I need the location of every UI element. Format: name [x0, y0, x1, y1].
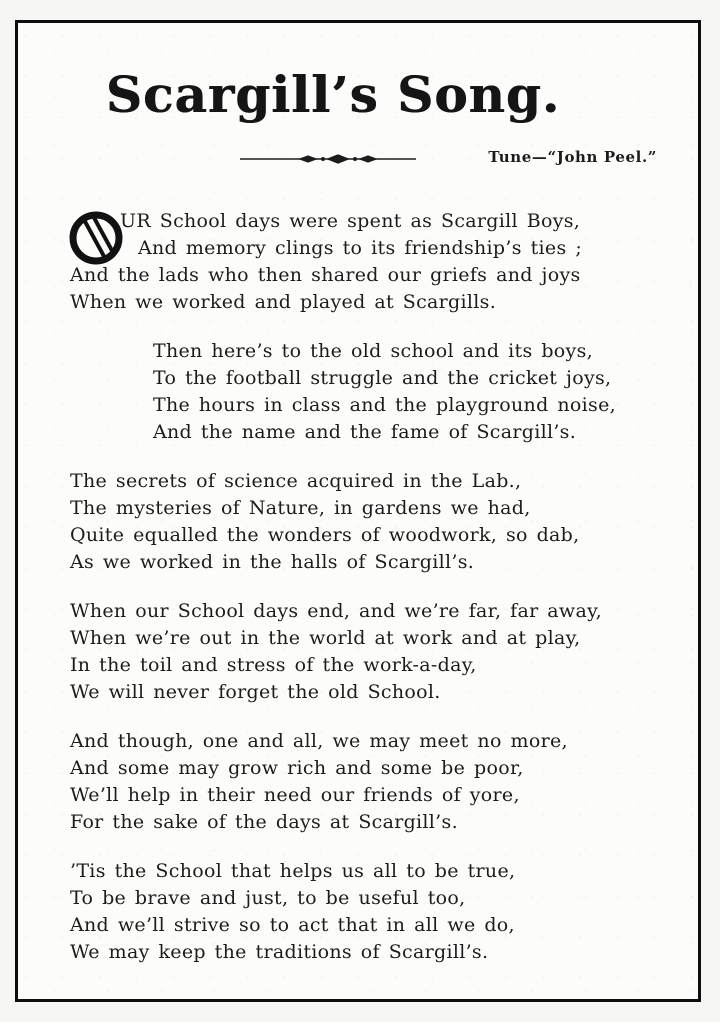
- poem-line: Then here’s to the old school and its boys,: [153, 340, 593, 362]
- poem-line: Quite equalled the wonders of woodwork, so dab,: [70, 524, 580, 546]
- stanza-6: [70, 858, 698, 966]
- poem-line: UR School days were spent as Scargill Boys,: [120, 210, 581, 232]
- stanza-2-chorus: [153, 338, 698, 446]
- poem-line: And the name and the fame of Scargill’s.: [153, 421, 577, 443]
- poem-line: As we worked in the halls of Scargill’s.: [70, 551, 475, 573]
- poem-line: And though, one and all, we may meet no more,: [70, 730, 568, 752]
- stanza-5: [70, 728, 698, 836]
- drop-cap-o-icon: [68, 210, 124, 266]
- poem-line: The secrets of science acquired in the Lab.,: [70, 470, 522, 492]
- stanza-4: [70, 598, 698, 706]
- tune-caption: Tune—“John Peel.”: [488, 148, 657, 166]
- poem-body: [70, 208, 698, 966]
- poem-line: To the football struggle and the cricket joys,: [153, 367, 612, 389]
- poem-line: For the sake of the days at Scargill’s.: [70, 811, 458, 833]
- poem-line: And we’ll strive so to act that in all we do,: [70, 914, 515, 936]
- poem-line: In the toil and stress of the work-a-day,: [70, 654, 477, 676]
- stanza-3: [70, 468, 698, 576]
- poem-line: And the lads who then shared our griefs and joys: [70, 264, 581, 286]
- poem-line: ’Tis the School that helps us all to be true,: [70, 860, 516, 882]
- poem-line: The hours in class and the playground noise,: [153, 394, 616, 416]
- poem-line: We may keep the traditions of Scargill’s.: [70, 941, 489, 963]
- masthead: [18, 23, 698, 188]
- diamond-rule-divider-icon: [240, 151, 416, 167]
- poem-line: The mysteries of Nature, in gardens we had,: [70, 497, 531, 519]
- poem-line: We will never forget the old School.: [70, 681, 441, 703]
- poem-line: When our School days end, and we’re far, far away,: [70, 600, 602, 622]
- page-title: Scargill’s Song.: [105, 65, 561, 124]
- poem-line: When we’re out in the world at work and at play,: [70, 627, 581, 649]
- poem-line: To be brave and just, to be useful too,: [70, 887, 466, 909]
- poem-line: And memory clings to its friendship’s ties ;: [138, 237, 583, 259]
- poem-line: We’ll help in their need our friends of yore,: [70, 784, 520, 806]
- stanza-1: [70, 208, 698, 316]
- poem-line: When we worked and played at Scargills.: [70, 291, 497, 313]
- poem-line: And some may grow rich and some be poor,: [70, 757, 524, 779]
- page-frame: [15, 20, 701, 1002]
